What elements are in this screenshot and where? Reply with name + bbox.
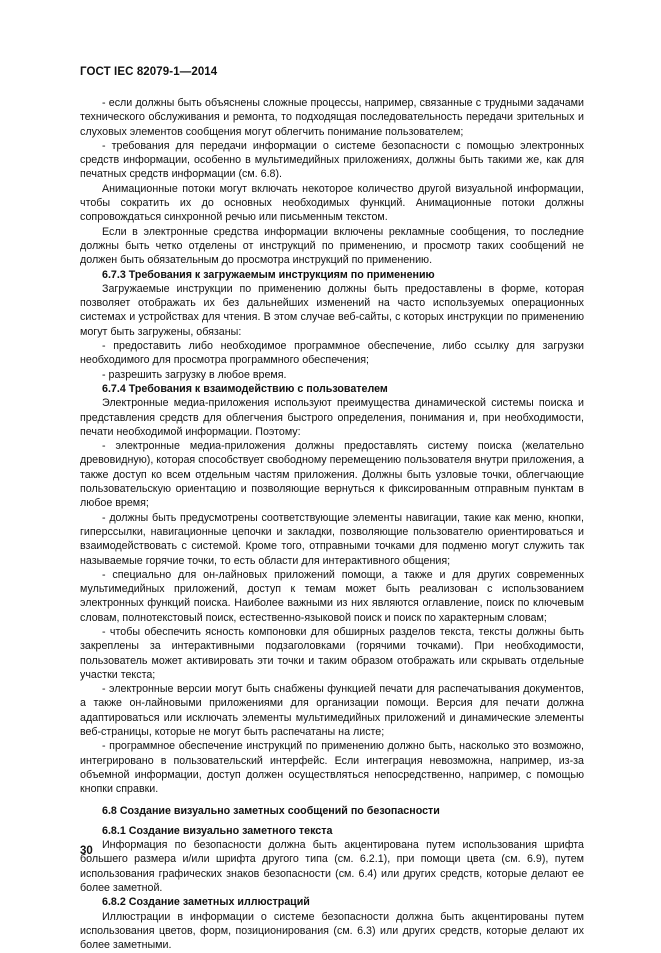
- paragraph: - электронные версии могут быть снабжены функцией печати для распечатывания документов, а также он-лайновыми приложениями для организации помощи. Версия для печати должна адаптироваться или исключать элементы мультимедийных приложений и динамические элементы веб-страницы, которые не могут быть распечатаны на листе;: [80, 683, 584, 739]
- paragraph: - если должны быть объяснены сложные процессы, например, связанные с трудными задачами технического обслуживания и ремонта, то подходящая последовательность передачи зрительных и слуховых элементов сообщения могут облегчить понимание пользователем;: [80, 97, 584, 138]
- page-body: [80, 96, 584, 953]
- paragraph: - предоставить либо необходимое программное обеспечение, либо ссылку для загрузки необходимого для просмотра программного обеспечения;: [80, 340, 584, 367]
- section-heading-6-8-1: 6.8.1 Создание визуально заметного текста: [102, 824, 333, 837]
- paragraph: Иллюстрации в информации о системе безопасности должна быть акцентированы путем использования цветов, форм, позиционирования (см. 6.3) или других средств, которые делают их более заметными.: [80, 910, 584, 952]
- paragraph: - требования для передачи информации о системе безопасности с помощью электронных средств информации, особенно в мультимедийных приложениях, должны быть такими же, как для печатных средств информации (см. 6.8).: [80, 139, 584, 181]
- page-number: 30: [80, 845, 93, 857]
- section-heading-6-7-3: 6.7.3 Требования к загружаемым инструкциям по применению: [102, 268, 435, 281]
- section-heading-6-7-4: 6.7.4 Требования к взаимодействию с пользователем: [102, 382, 388, 395]
- section-heading-6-8: 6.8 Создание визуально заметных сообщений по безопасности: [102, 804, 440, 817]
- paragraph: - чтобы обеспечить ясность компоновки для обширных разделов текста, тексты должны быть закреплены за интерактивными подзаголовками (горячими точками). При необходимости, пользователь может активировать эти точки и таким образом отображать или скрывать отдельные участки текста;: [80, 625, 584, 681]
- document-header: ГОСТ IEC 82079-1—2014: [80, 66, 218, 78]
- paragraph: Электронные медиа-приложения используют преимущества динамической системы поиска и представления средств для облегчения быстрого определения, понимания и, при необходимости, печати необходимой информации. Поэтому:: [80, 397, 584, 438]
- paragraph: - разрешить загрузку в любое время.: [102, 368, 287, 381]
- spacer: [80, 797, 584, 804]
- section-heading-6-8-2: 6.8.2 Создание заметных иллюстраций: [102, 896, 310, 909]
- paragraph: - должны быть предусмотрены соответствующие элементы навигации, такие как меню, кнопки, гиперссылки, навигационные цепочки и закладки, позволяющие пользователю ориентироваться и взаимодействовать с системой. Кроме того, отправными точками для подменю могут служить так называемые горячие точки, то есть области для интерактивного общения;: [80, 511, 584, 567]
- paragraph: - электронные медиа-приложения должны предоставлять систему поиска (желательно древовидную), которая способствует свободному перемещению пользователя внутри приложения, а также доступ ко всем отдельным частям приложения. Должны быть узловые точки, облегчающие пользовательскую ориентацию и позволяющие вернуться к фиксированным отправным пунктам в любое время;: [80, 440, 584, 510]
- paragraph: Загружаемые инструкции по применению должны быть предоставлены в форме, которая позволяет отображать их без дальнейших изменений на часто используемых операционных системах и устройствах для чтения. В этом случае веб-сайты, с которых инструкции по применению могут быть загружены, обязаны:: [80, 282, 584, 338]
- paragraph: Информация по безопасности должна быть акцентирована путем использования шрифта большего размера и/или шрифта другого типа (см. 6.2.1), при помощи цвета (см. 6.9), путем использования графических знаков безопасности (см. 6.4) или других средств, которые делают ее более заметной.: [80, 839, 584, 895]
- paragraph: - программное обеспечение инструкций по применению должно быть, насколько это возможно, интегрировано в пользовательский интерфейс. Если интеграция невозможна, например, из-за объемной информации, доступ должен осуществляться непосредственно, например, с помощью кнопки справки.: [80, 740, 584, 796]
- paragraph: Анимационные потоки могут включать некоторое количество другой визуальной информации, чтобы сократить их до основных необходимых функций. Анимационные потоки должны сопровождаться синхронной речью или письменным текстом.: [80, 182, 584, 224]
- paragraph: Если в электронные средства информации включены рекламные сообщения, то последние должны быть четко отделены от инструкций по применению, и просмотр таких сообщений не должен быть обязательным до просмотра инструкций по применению.: [80, 225, 584, 267]
- paragraph: - специально для он-лайновых приложений помощи, а также и для других современных мультимедийных приложений, доступ к темам может быть реализован с использованием электронных функций поиска. Наиболее важными из них являются оглавление, поиск по ключевым словам, полнотекстовый поиск, естественно-языковой поиск и поиск по характерным словам;: [80, 568, 584, 624]
